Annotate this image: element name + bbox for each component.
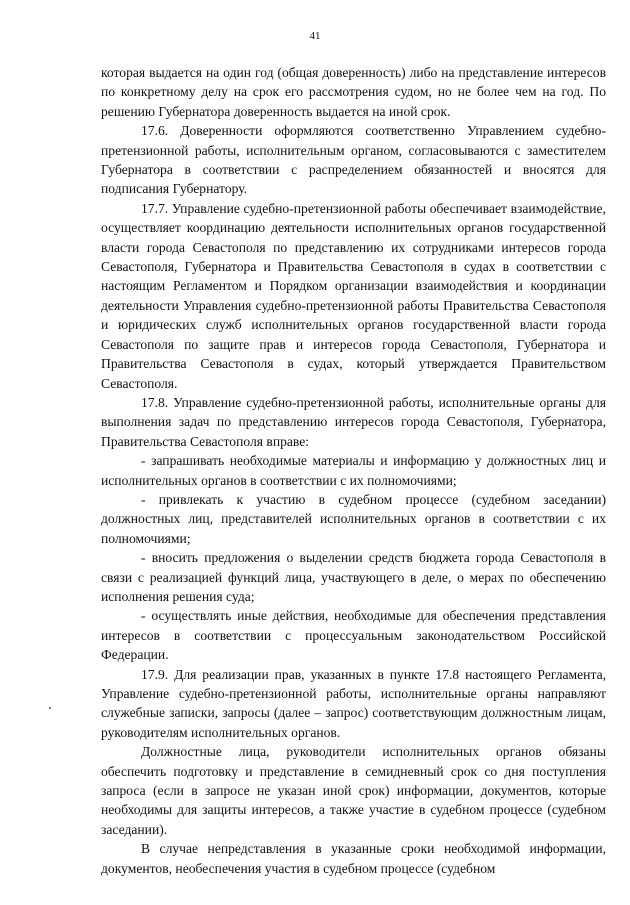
paragraph-17-9: 17.9. Для реализации прав, указанных в пункте 17.8 настоящего Регламента, Управление судебно-претензионной работы, исполнительные органы направляют служебные записки, запросы (далее – запрос) соответствующим должностным лицам, руководителям исполнительных органов. — [101, 666, 606, 740]
paragraph-17-6: 17.6. Доверенности оформляются соответственно Управлением судебно-претензионной работы, исполнительным органом, согласовываются с заместителем Губернатора в соответствии с распределением обязанностей и вносятся для подписания Губернатору. — [101, 123, 606, 197]
paragraph-continued: которая выдается на один год (общая доверенность) либо на представление интересов по конкретному делу на срок его рассмотрения судом, но не более чем на год. По решению Губернатора доверенность выдается на иной срок. — [101, 65, 606, 119]
list-item-involve-officials: - привлекать к участию в судебном процессе (судебном заседании) должностных лиц, представителей исполнительных органов в соответствии с их полномочиями; — [101, 491, 606, 546]
paragraph-failure-to-provide: В случае непредставления в указанные сроки необходимой информации, документов, необеспечения участия в судебном процессе (судебном — [101, 841, 606, 876]
paragraph-17-7: 17.7. Управление судебно-претензионной работы обеспечивает взаимодействие, осуществляет координацию деятельности исполнительных органов государственной власти города Севастополя по представлению их сотрудниками интересов города Севастополя, Губернатора и Правительства Севастополя в судах в соответствии с настоящим Регламентом и Порядком организации взаимодействия и координации деятельности Управления судебно-претензионной работы Правительства Севастополя и юридических служб исполнительных органов государственной власти города Севастополя по защите прав и интересов города Севастополя, Губернатора и Правительства Севастополя в судах, который утверждается Правительством Севастополя. — [101, 200, 606, 391]
list-item-request-materials: - запрашивать необходимые материалы и информацию у должностных лиц и исполнительных органов в соответствии с их полномочиями; — [101, 453, 606, 488]
paragraph-17-8: 17.8. Управление судебно-претензионной работы, исполнительные органы для выполнения задач по представлению интересов города Севастополя, Губернатора, Правительства Севастополя вправе: — [101, 394, 606, 449]
scan-speck — [49, 707, 51, 709]
page-number: 41 — [309, 30, 321, 42]
list-item-budget-proposals: - вносить предложения о выделении средств бюджета города Севастополя в связи с реализацией функций лица, участвующего в деле, о мерах по обеспечению исполнения решения суда; — [101, 550, 606, 604]
document-body — [101, 63, 606, 878]
list-item-other-actions: - осуществлять иные действия, необходимые для обеспечения представления интересов в соответствии с процессуальным законодательством Российской Федерации. — [101, 608, 606, 663]
paragraph-officials-obliged: Должностные лица, руководители исполнительных органов обязаны обеспечить подготовку и представление в семидневный срок со дня поступления запроса (если в запросе не указан иной срок) информации, документов, которые необходимы для защиты интересов, а также участие в судебном процессе (судебном заседании). — [101, 744, 606, 837]
